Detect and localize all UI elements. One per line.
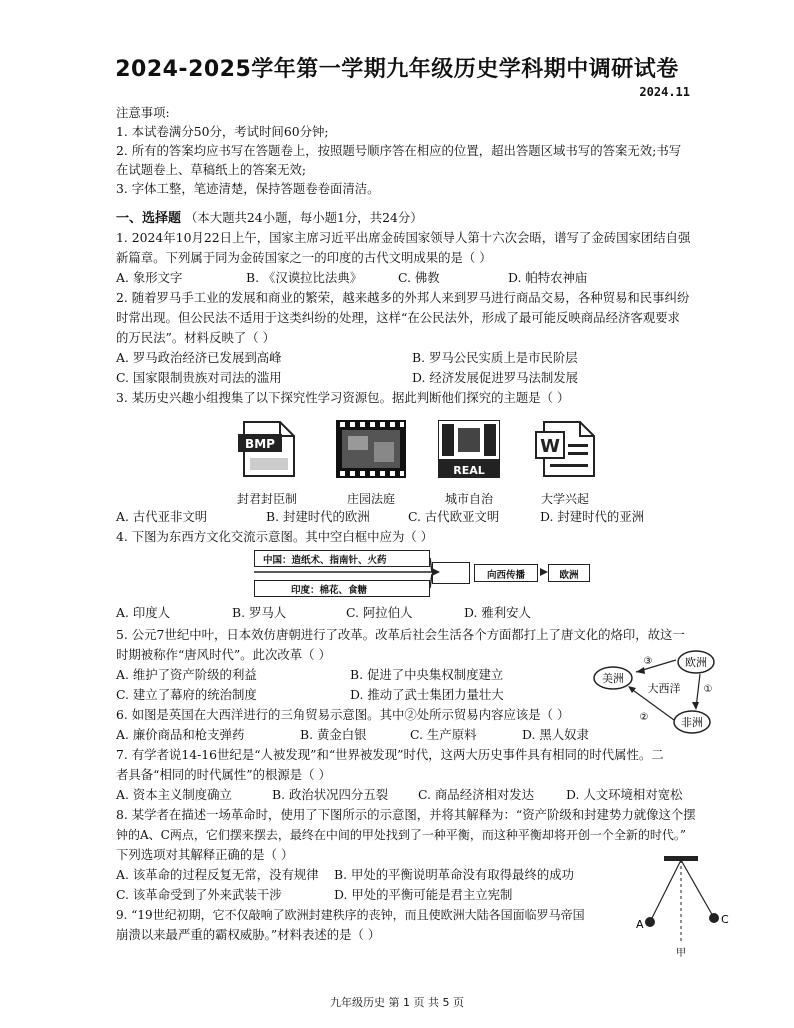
- bmp-file-icon: [236, 418, 300, 480]
- word-badge: W: [540, 436, 560, 457]
- svg-text:欧洲: 欧洲: [685, 656, 707, 669]
- svg-text:C: C: [721, 913, 729, 926]
- svg-text:A: A: [636, 918, 644, 931]
- q2-stem: 2. 随着罗马手工业的发展和商业的繁荣，越来越多的外邦人来到罗马进行商品交易，各种贸易和民事纠纷: [116, 290, 690, 305]
- q3-option-a: A. 古代亚非文明: [116, 509, 208, 524]
- svg-text:非洲: 非洲: [681, 716, 703, 729]
- icon-caption: 封君封臣制: [236, 492, 297, 506]
- point-c: [709, 913, 719, 923]
- q6-option-d: D. 黑人奴隶: [522, 727, 589, 742]
- q7-option-d: D. 人文环境相对宽松: [566, 787, 683, 802]
- real-media-icon: [438, 420, 500, 478]
- q2-option-c: C. 国家限制贵族对司法的滥用: [116, 370, 282, 385]
- icon-caption: 庄园法庭: [346, 492, 395, 506]
- q3-stem: 3. 某历史兴趣小组搜集了以下探究性学习资源包。据此判断他们探究的主题是（ ）: [116, 390, 570, 405]
- page-title: 2024-2025学年第一学期九年级历史学科期中调研试卷: [115, 57, 679, 82]
- q7-option-b: B. 政治状况四分五裂: [272, 787, 389, 802]
- svg-text:美洲: 美洲: [602, 672, 624, 685]
- q1-option-c: C. 佛教: [398, 270, 440, 285]
- q4-option-a: A. 印度人: [116, 605, 170, 620]
- q4-option-c: C. 阿拉伯人: [346, 605, 413, 620]
- q6-option-a: A. 廉价商品和枪支弹药: [116, 727, 245, 742]
- q7-stem: 者具备“相同的时代属性”的根源是（ ）: [116, 767, 331, 782]
- pendulum-diagram: [628, 852, 732, 962]
- q8-stem: 钟的A、C两点，它们摆来摆去，最终在中间的甲处找到了一种平衡，而这种平衡却将开创一个全新的时代。”: [116, 828, 686, 842]
- notice-item: 1. 本试卷满分50分，考试时间60分钟;: [116, 124, 329, 139]
- triangle-trade-diagram: [592, 644, 722, 740]
- svg-text:①: ①: [703, 684, 713, 695]
- q1-option-d: D. 帕特农神庙: [508, 270, 588, 285]
- q8-option-d: D. 甲处的平衡可能是君主立宪制: [334, 887, 513, 902]
- q8-stem: 8. 某学者在描述一场革命时，使用了下图所示的示意图，并将其解释为：“资产阶级和封建势力就像这个摆: [116, 807, 696, 822]
- notice-item: 2. 所有的答案均应书写在答题卷上，按照题号顺序答在相应的位置，超出答题区域书写的答案无效;书写: [116, 143, 682, 158]
- svg-text:大西洋: 大西洋: [647, 682, 681, 695]
- q5-option-c: C. 建立了幕府的统治制度: [116, 687, 257, 702]
- q2-stem: 的万民法”。材料反映了（ ）: [116, 330, 275, 345]
- exam-date: 2024.11: [639, 85, 690, 99]
- section-note: （本大题共24小题，每小题1分，共24分）: [184, 210, 423, 225]
- q1-stem: 新篇章。下列属于同为金砖国家之一的印度的古代文明成果的是（ ）: [116, 250, 492, 265]
- q5-stem: 5. 公元7世纪中叶，日本效仿唐朝进行了改革。改革后社会生活各个方面都打上了唐文化的烙印，故这一: [116, 627, 685, 642]
- notice-item: 在试题卷上、草稿纸上的答案无效;: [116, 162, 307, 177]
- q7-option-c: C. 商品经济相对发达: [418, 787, 535, 802]
- europe-box: 欧洲: [548, 564, 590, 582]
- q7-option-a: A. 资本主义制度确立: [116, 787, 232, 802]
- q6-option-c: C. 生产原料: [410, 727, 477, 742]
- svg-text:②: ②: [639, 712, 649, 723]
- q5-option-a: A. 维护了资产阶级的利益: [116, 667, 257, 682]
- notice-heading: 注意事项:: [116, 105, 170, 120]
- q4-stem: 4. 下图为东西方文化交流示意图。其中空白框中应为（ ）: [116, 529, 434, 544]
- q9-stem: 崩溃以来最严重的霸权威胁。”材料表述的是（ ）: [116, 927, 381, 942]
- icon-caption: 城市自治: [444, 492, 493, 506]
- blank-box: [432, 562, 470, 584]
- svg-text:③: ③: [643, 656, 653, 667]
- section-header: [116, 209, 423, 228]
- china-box: 中国：造纸术、指南针、火药: [254, 550, 430, 567]
- word-document-icon: [534, 420, 598, 478]
- section-title: 一、选择题: [116, 211, 182, 226]
- india-box: 印度：棉花、食糖: [254, 580, 430, 597]
- icon-caption: 大学兴起: [540, 492, 589, 506]
- q3-option-d: D. 封建时代的亚洲: [540, 509, 645, 524]
- q8-stem: 下列选项对其解释正确的是（ ）: [116, 847, 294, 862]
- q3-option-c: C. 古代欧亚文明: [408, 509, 500, 524]
- q8-option-b: B. 甲处的平衡说明革命没有取得最终的成功: [334, 867, 575, 882]
- q8-option-a: A. 该革命的过程反复无常，没有规律: [116, 867, 319, 882]
- q6-stem: 6. 如图是英国在大西洋进行的三角贸易示意图。其中②处所示贸易内容应该是（ ）: [116, 707, 570, 722]
- q9-stem: 9. “19世纪初期，它不仅敲响了欧洲封建秩序的丧钟，而且使欧洲大陆各国面临罗马帝国: [116, 908, 585, 922]
- q6-option-b: B. 黄金白银: [300, 727, 367, 742]
- real-badge: REAL: [453, 464, 485, 477]
- page-footer: 九年级历史 第 1 页 共 5 页: [330, 996, 464, 1009]
- q5-option-b: B. 促进了中央集权制度建立: [350, 667, 504, 682]
- q4-option-d: D. 雅利安人: [464, 605, 531, 620]
- notice-item: 3. 字体工整，笔迹清楚，保持答题卷卷面清洁。: [116, 181, 380, 196]
- westward-box: 向西传播: [474, 564, 538, 582]
- q2-option-b: B. 罗马公民实质上是市民阶层: [412, 350, 578, 365]
- q3-option-b: B. 封建时代的欧洲: [266, 509, 370, 524]
- q4-option-b: B. 罗马人: [232, 605, 287, 620]
- q5-option-d: D. 推动了武士集团力量壮大: [350, 687, 504, 702]
- q7-stem: 7. 有学者说14-16世纪是“人被发现”和“世界被发现”时代，这两大历史事件具有相同的时代属性。二: [116, 747, 664, 762]
- point-a: [645, 917, 655, 927]
- film-photo-icon: [336, 420, 406, 478]
- svg-text:甲: 甲: [676, 948, 686, 959]
- q2-option-d: D. 经济发展促进罗马法制发展: [412, 370, 579, 385]
- q2-option-a: A. 罗马政治经济已发展到高峰: [116, 350, 282, 365]
- q1-stem: 1. 2024年10月22日上午，国家主席习近平出席金砖国家领导人第十六次会晤，谱写了金砖国家团结自强: [116, 230, 691, 245]
- q8-option-c: C. 该革命受到了外来武装干涉: [116, 887, 282, 902]
- bmp-badge: BMP: [245, 437, 275, 451]
- q1-option-b: B. 《汉谟拉比法典》: [246, 270, 363, 285]
- q1-option-a: A. 象形文字: [116, 270, 183, 285]
- q5-stem: 时期被称作“唐风时代”。此次改革（ ）: [116, 647, 331, 662]
- q2-stem: 时常出现。但公民法不适用于这类纠纷的处理，这样“在公民法外，形成了最可能反映商品经济客观要求: [116, 310, 680, 325]
